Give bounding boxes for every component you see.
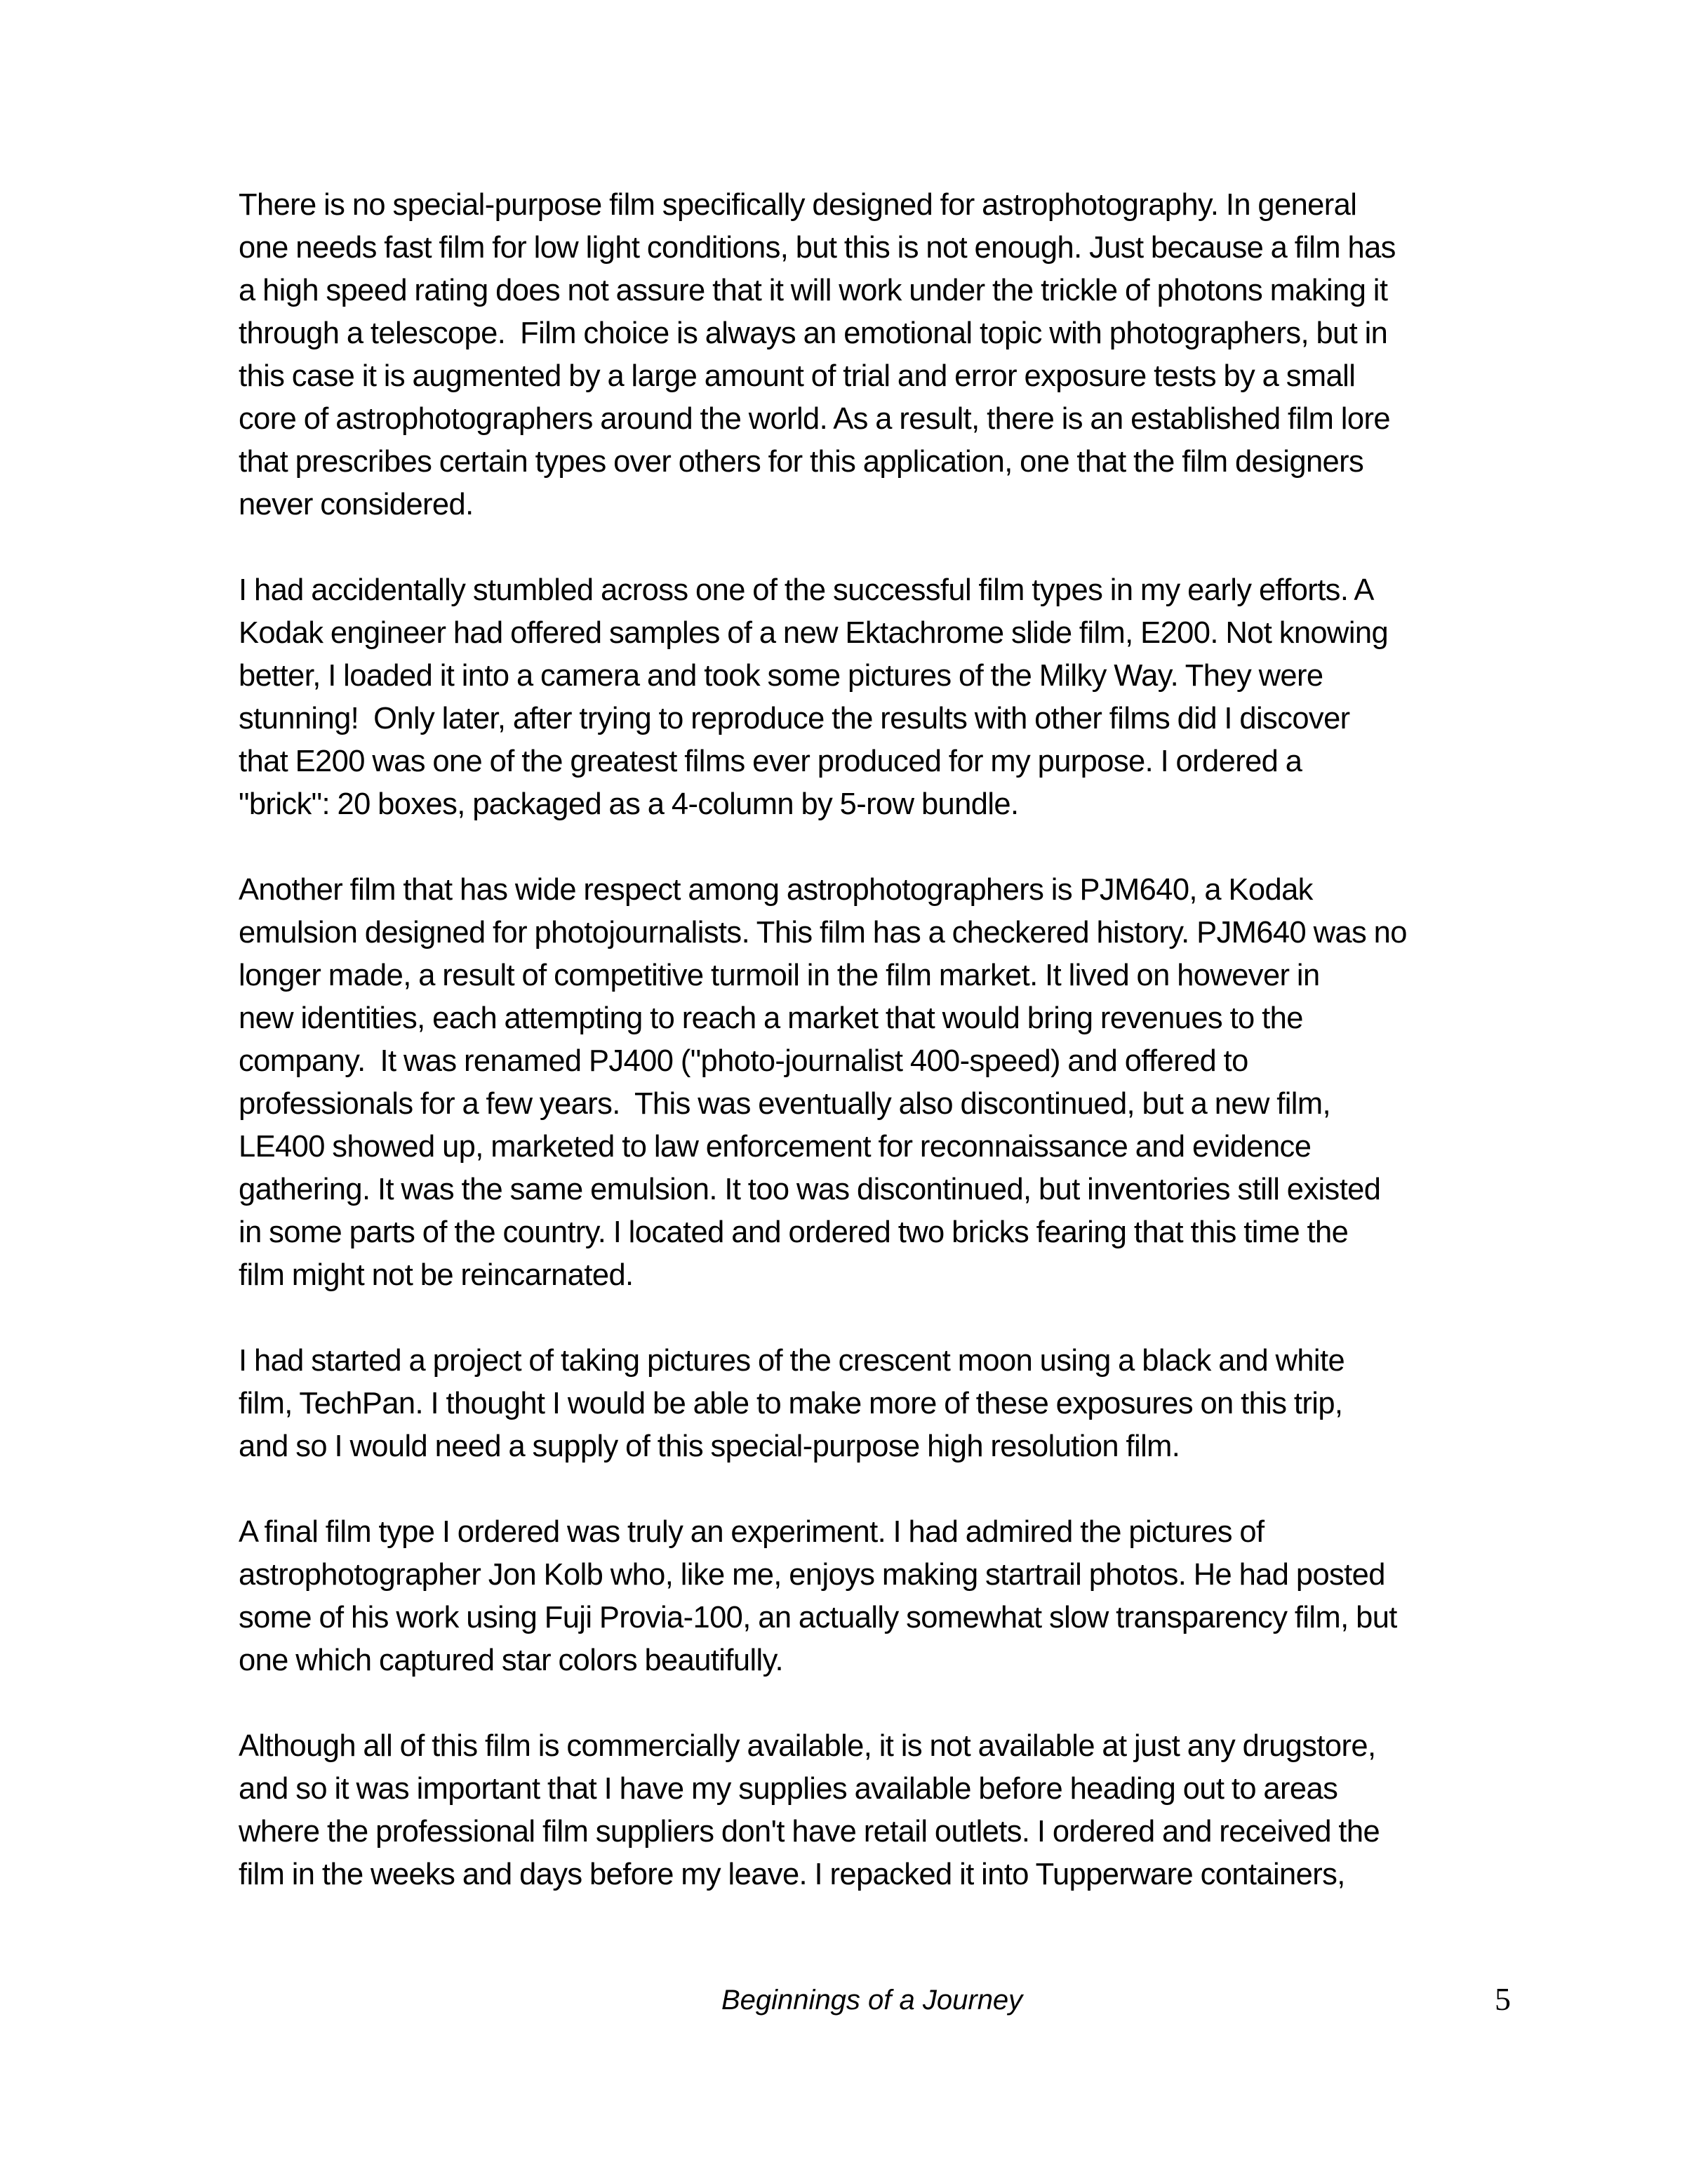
page-number: 5 [1495,1981,1511,2017]
text-line: A final film type I ordered was truly an experiment. I had admired the pictures of [239,1515,1265,1549]
text-line: company. It was renamed PJ400 ("photo-journalist 400-speed) and offered to [239,1044,1248,1078]
text-line: a high speed rating does not assure that it will work under the trickle of photons making it [239,274,1388,307]
text-line: and so I would need a supply of this special-purpose high resolution film. [239,1430,1180,1463]
paragraph [239,184,1523,526]
text-line: "brick": 20 boxes, packaged as a 4-column by 5-row bundle. [239,787,1019,821]
text-line: Kodak engineer had offered samples of a new Ektachrome slide film, E200. Not knowing [239,616,1389,650]
text-line: I had started a project of taking pictures of the crescent moon using a black and white [239,1344,1345,1378]
text-line: emulsion designed for photojournalists. This film has a checkered history. PJM640 was no [239,916,1407,950]
text-line: that prescribes certain types over others for this application, one that the film designers [239,445,1364,479]
text-line: never considered. [239,488,474,521]
text-line: better, I loaded it into a camera and took some pictures of the Milky Way. They were [239,659,1323,693]
text-line: new identities, each attempting to reach a market that would bring revenues to the [239,1001,1303,1035]
text-line: and so it was important that I have my supplies available before heading out to areas [239,1772,1338,1806]
paragraph [239,1511,1523,1682]
text-line: astrophotographer Jon Kolb who, like me, enjoys making startrail photos. He had posted [239,1558,1385,1592]
text-line: There is no special-purpose film specifically designed for astrophotography. In general [239,188,1357,222]
text-line: Although all of this film is commercially available, it is not available at just any drugstore, [239,1729,1376,1763]
text-line: core of astrophotographers around the world. As a result, there is an established film lore [239,402,1390,436]
footer-title: Beginnings of a Journey [721,1985,1023,2016]
text-line: longer made, a result of competitive turmoil in the film market. It lived on however in [239,959,1320,992]
text-line: some of his work using Fuji Provia-100, an actually somewhat slow transparency film, but [239,1601,1397,1634]
text-line: one which captured star colors beautifully. [239,1644,783,1677]
text-line: film in the weeks and days before my leave. I repacked it into Tupperware containers, [239,1858,1345,1891]
text-line: Another film that has wide respect among astrophotographers is PJM640, a Kodak [239,873,1313,907]
text-line: one needs fast film for low light conditions, but this is not enough. Just because a film has [239,231,1396,265]
text-line: through a telescope. Film choice is always an emotional topic with photographers, but in [239,317,1388,350]
text-line: LE400 showed up, marketed to law enforcement for reconnaissance and evidence [239,1130,1312,1164]
text-line: I had accidentally stumbled across one of the successful film types in my early efforts. A [239,573,1374,607]
text-line: film might not be reincarnated. [239,1258,634,1292]
text-line: film, TechPan. I thought I would be able to make more of these exposures on this trip, [239,1387,1343,1420]
text-line: that E200 was one of the greatest films ever produced for my purpose. I ordered a [239,745,1302,778]
text-line: this case it is augmented by a large amount of trial and error exposure tests by a small [239,359,1356,393]
paragraph [239,569,1523,826]
text-line: professionals for a few years. This was eventually also discontinued, but a new film, [239,1087,1330,1121]
paragraph [239,869,1523,1297]
text-line: where the professional film suppliers don't have retail outlets. I ordered and received the [239,1815,1380,1849]
paragraph [239,1725,1523,1896]
text-line: in some parts of the country. I located and ordered two bricks fearing that this time the [239,1215,1349,1249]
text-line: gathering. It was the same emulsion. It too was discontinued, but inventories still existed [239,1173,1381,1206]
paragraph [239,1340,1523,1468]
body-text [239,184,1523,1939]
text-line: stunning! Only later, after trying to reproduce the results with other films did I discover [239,702,1350,735]
